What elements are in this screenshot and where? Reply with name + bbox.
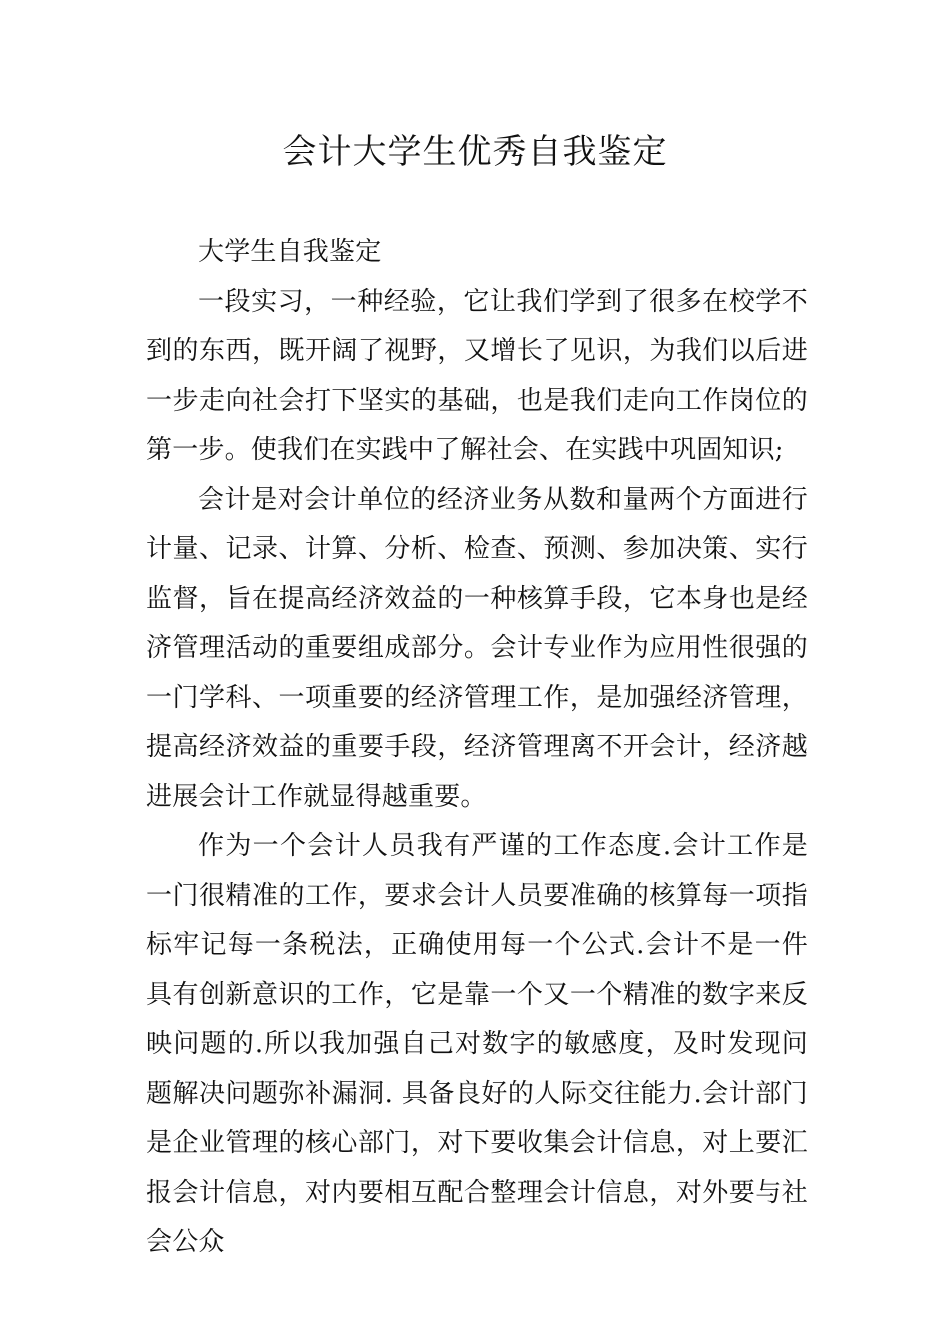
paragraph-accounting-definition: 会计是对会计单位的经济业务从数和量两个方面进行计量、记录、计算、分析、检查、预测、参加决策、实行监督，旨在提高经济效益的一种核算手段，它本身也是经济管理活动的重要组成部分。会计专业作为应用性很强的一门学科、一项重要的经济管理工作，是加强经济管理，提高经济效益的重要手段，经济管理离不开会计，经济越进展会计工作就显得越重要。 [146, 484, 808, 812]
paragraph-heading: 大学生自我鉴定 [198, 237, 382, 267]
paragraph-work-attitude: 作为一个会计人员我有严谨的工作态度.会计工作是一门很精准的工作，要求会计人员要准确的核算每一项指标牢记每一条税法，正确使用每一个公式.会计不是一件具有创新意识的工作，它是靠一个又一个精准的数字来反映问题的.所以我加强自己对数字的敏感度，及时发现问题解决问题弥补漏洞. 具备良好的人际交往能力.会计部门是企业管理的核心部门，对下要收集会计信息，对上要汇报会计信息，对内要相互配合整理会计信息，对外要与社会公众 [146, 831, 808, 1257]
paragraph-internship: 一段实习，一种经验，它让我们学到了很多在校学不到的东西，既开阔了视野，又增长了见识，为我们以后进一步走向社会打下坚实的基础，也是我们走向工作岗位的第一步。使我们在实践中了解社会、在实践中巩固知识; [146, 286, 808, 465]
document-body [146, 228, 808, 1268]
document-title: 会计大学生优秀自我鉴定 [282, 132, 668, 172]
